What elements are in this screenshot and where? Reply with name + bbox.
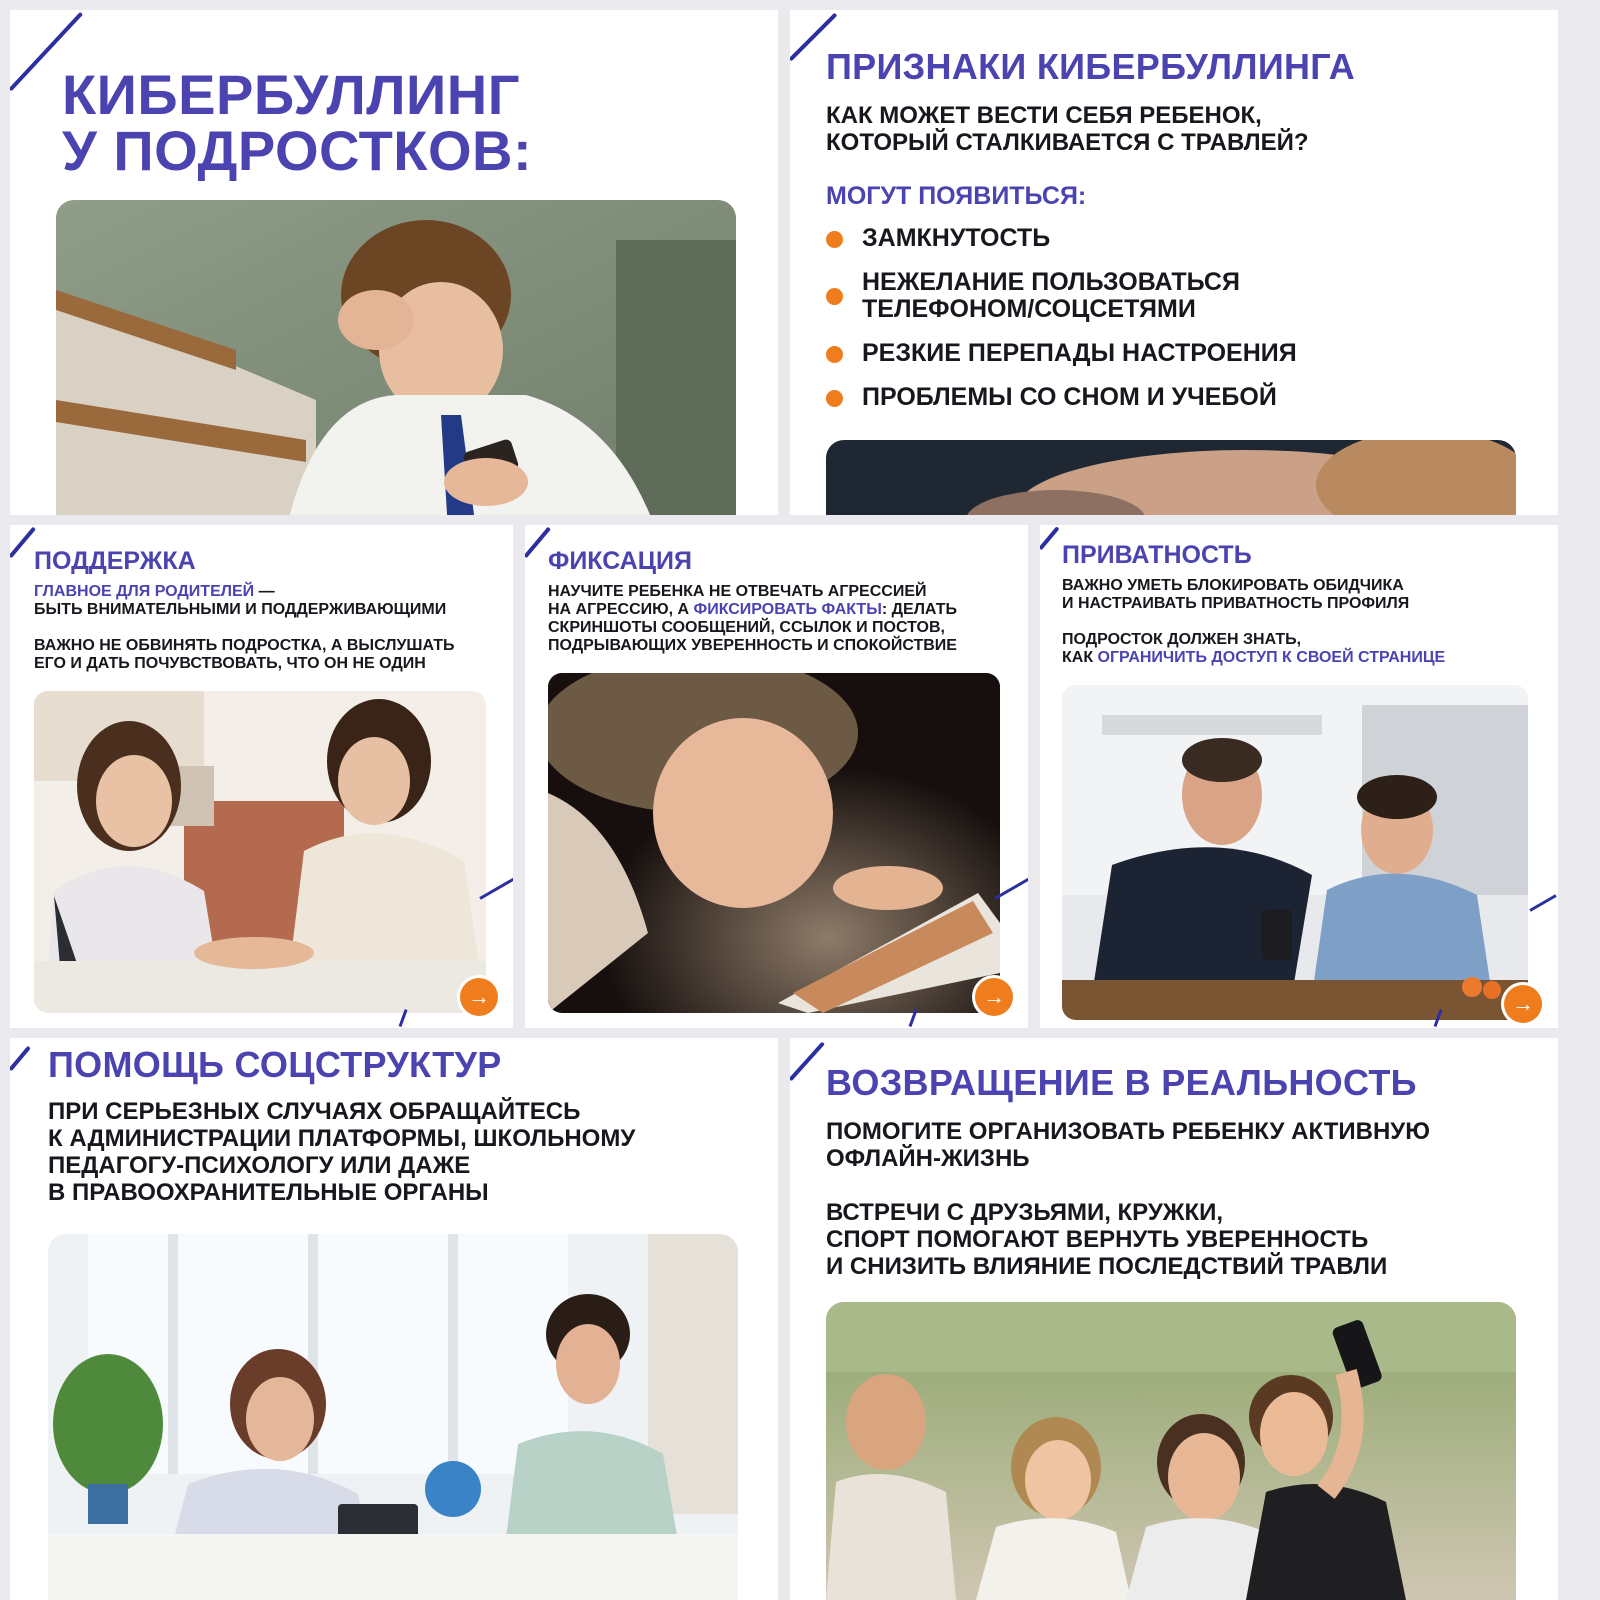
- panel4-line4: ПОДРЫВАЮЩИХ УВЕРЕННОСТЬ И СПОКОЙСТВИЕ: [548, 637, 957, 654]
- panel5-highlight: ОГРАНИЧИТЬ ДОСТУП К СВОЕЙ СТРАНИЦЕ: [1097, 649, 1446, 666]
- panel3-line1: [34, 583, 275, 601]
- next-arrow-button[interactable]: [460, 978, 498, 1016]
- panel6-line2: К АДМИНИСТРАЦИИ ПЛАТФОРМЫ, ШКОЛЬНОМУ: [48, 1125, 636, 1152]
- bullet-dot-icon: [826, 288, 843, 305]
- teen-boy-with-phone-photo: [56, 200, 736, 515]
- panel7-line1: ПОМОГИТЕ ОРГАНИЗОВАТЬ РЕБЕНКУ АКТИВНУЮ: [826, 1118, 1430, 1145]
- sign-text: РЕЗКИЕ ПЕРЕПАДЫ НАСТРОЕНИЯ: [862, 339, 1297, 367]
- panel-fixation: [525, 525, 1028, 1028]
- panel3-title: ПОДДЕРЖКА: [34, 547, 196, 575]
- panel3-para2-line2: ЕГО И ДАТЬ ПОЧУВСТВОВАТЬ, ЧТО ОН НЕ ОДИН: [34, 655, 426, 672]
- panel5-line1: ВАЖНО УМЕТЬ БЛОКИРОВАТЬ ОБИДЧИКА: [1062, 577, 1404, 594]
- panel6-title: ПОМОЩЬ СОЦСТРУКТУР: [48, 1044, 502, 1085]
- boy-with-tablet-photo: [548, 673, 1000, 1013]
- arrow-right-icon: →: [468, 984, 490, 1009]
- panel6-line4: В ПРАВООХРАНИТЕЛЬНЫЕ ОРГАНЫ: [48, 1179, 489, 1206]
- panel7-line5: И СНИЗИТЬ ВЛИЯНИЕ ПОСЛЕДСТВИЙ ТРАВЛИ: [826, 1253, 1388, 1280]
- panel4-line2-end: : ДЕЛАТЬ: [881, 601, 957, 618]
- panel5-line2: И НАСТРАИВАТЬ ПРИВАТНОСТЬ ПРОФИЛЯ: [1062, 595, 1410, 612]
- panel4-line1: НАУЧИТЕ РЕБЕНКА НЕ ОТВЕЧАТЬ АГРЕССИЕЙ: [548, 583, 927, 600]
- panel7-title: ВОЗВРАЩЕНИЕ В РЕАЛЬНОСТЬ: [826, 1062, 1417, 1103]
- panel5-line4-start: КАК: [1062, 649, 1098, 666]
- teens-selfie-photo: [826, 1302, 1516, 1600]
- panel2-subheading: МОГУТ ПОЯВИТЬСЯ:: [826, 182, 1087, 210]
- panel4-highlight: ФИКСИРОВАТЬ ФАКТЫ: [693, 601, 882, 618]
- mother-daughter-talk-photo: [34, 691, 486, 1013]
- panel4-line3: СКРИНШОТЫ СООБЩЕНИЙ, ССЫЛОК И ПОСТОВ,: [548, 619, 945, 636]
- panel3-highlight: ГЛАВНОЕ ДЛЯ РОДИТЕЛЕЙ: [34, 583, 255, 600]
- sign-text: ЗАМКНУТОСТЬ: [862, 224, 1051, 252]
- panel3-dash: —: [254, 583, 275, 600]
- panel-help-social-services: [10, 1038, 778, 1600]
- arrow-right-icon: →: [983, 984, 1005, 1009]
- list-item: [826, 340, 1526, 367]
- corner-slash: [10, 1046, 31, 1072]
- panel-signs: [790, 10, 1558, 515]
- panel7-line3: ВСТРЕЧИ С ДРУЗЬЯМИ, КРУЖКИ,: [826, 1199, 1224, 1226]
- sign-text: НЕЖЕЛАНИЕ ПОЛЬЗОВАТЬСЯ: [862, 268, 1240, 296]
- corner-slash: [10, 527, 36, 559]
- panel3-line2: БЫТЬ ВНИМАТЕЛЬНЫМИ И ПОДДЕРЖИВАЮЩИМИ: [34, 601, 447, 618]
- bullet-dot-icon: [826, 231, 843, 248]
- panel-support: [10, 525, 513, 1028]
- panel1-title-line2: У ПОДРОСТКОВ:: [62, 119, 533, 182]
- panel-privacy: [1040, 525, 1558, 1028]
- signs-list: [826, 225, 1526, 428]
- panel2-question-line2: КОТОРЫЙ СТАЛКИВАЕТСЯ С ТРАВЛЕЙ?: [826, 129, 1309, 156]
- decor-slash: [1529, 894, 1556, 912]
- list-item: [826, 225, 1526, 252]
- panel2-question-line1: КАК МОЖЕТ ВЕСТИ СЕБЯ РЕБЕНОК,: [826, 102, 1262, 129]
- panel5-line4: [1062, 649, 1445, 667]
- panel6-line1: ПРИ СЕРЬЕЗНЫХ СЛУЧАЯХ ОБРАЩАЙТЕСЬ: [48, 1098, 581, 1125]
- father-son-phone-photo: [1062, 685, 1528, 1020]
- list-item: [826, 269, 1526, 323]
- panel7-line2: ОФЛАЙН-ЖИЗНЬ: [826, 1145, 1030, 1172]
- sleeping-child-photo: [826, 440, 1516, 515]
- panel4-line2: [548, 601, 957, 619]
- panel-return-to-reality: [790, 1038, 1558, 1600]
- list-item: [826, 384, 1526, 411]
- bullet-dot-icon: [826, 390, 843, 407]
- panel5-line3: ПОДРОСТОК ДОЛЖЕН ЗНАТЬ,: [1062, 631, 1302, 648]
- sign-text-cont: ТЕЛЕФОНОМ/СОЦСЕТЯМИ: [862, 295, 1196, 323]
- corner-slash: [790, 1042, 825, 1082]
- panel2-title: ПРИЗНАКИ КИБЕРБУЛЛИНГА: [826, 46, 1356, 87]
- next-arrow-button[interactable]: [1504, 985, 1542, 1023]
- corner-slash: [1040, 526, 1060, 550]
- panel4-title: ФИКСАЦИЯ: [548, 547, 692, 575]
- psychologist-session-photo: [48, 1234, 738, 1600]
- sign-text: ПРОБЛЕМЫ СО СНОМ И УЧЕБОЙ: [862, 383, 1277, 411]
- panel1-title-line1: КИБЕРБУЛЛИНГ: [62, 63, 520, 126]
- bullet-dot-icon: [826, 346, 843, 363]
- panel6-line3: ПЕДАГОГУ-ПСИХОЛОГУ ИЛИ ДАЖЕ: [48, 1152, 471, 1179]
- arrow-right-icon: →: [1512, 991, 1534, 1016]
- panel3-para2-line1: ВАЖНО НЕ ОБВИНЯТЬ ПОДРОСТКА, А ВЫСЛУШАТЬ: [34, 637, 455, 654]
- next-arrow-button[interactable]: [975, 978, 1013, 1016]
- panel7-line4: СПОРТ ПОМОГАЮТ ВЕРНУТЬ УВЕРЕННОСТЬ: [826, 1226, 1369, 1253]
- panel5-title: ПРИВАТНОСТЬ: [1062, 541, 1252, 569]
- panel-cyberbullying-intro: [10, 10, 778, 515]
- panel4-line2-start: НА АГРЕССИЮ, А: [548, 601, 694, 618]
